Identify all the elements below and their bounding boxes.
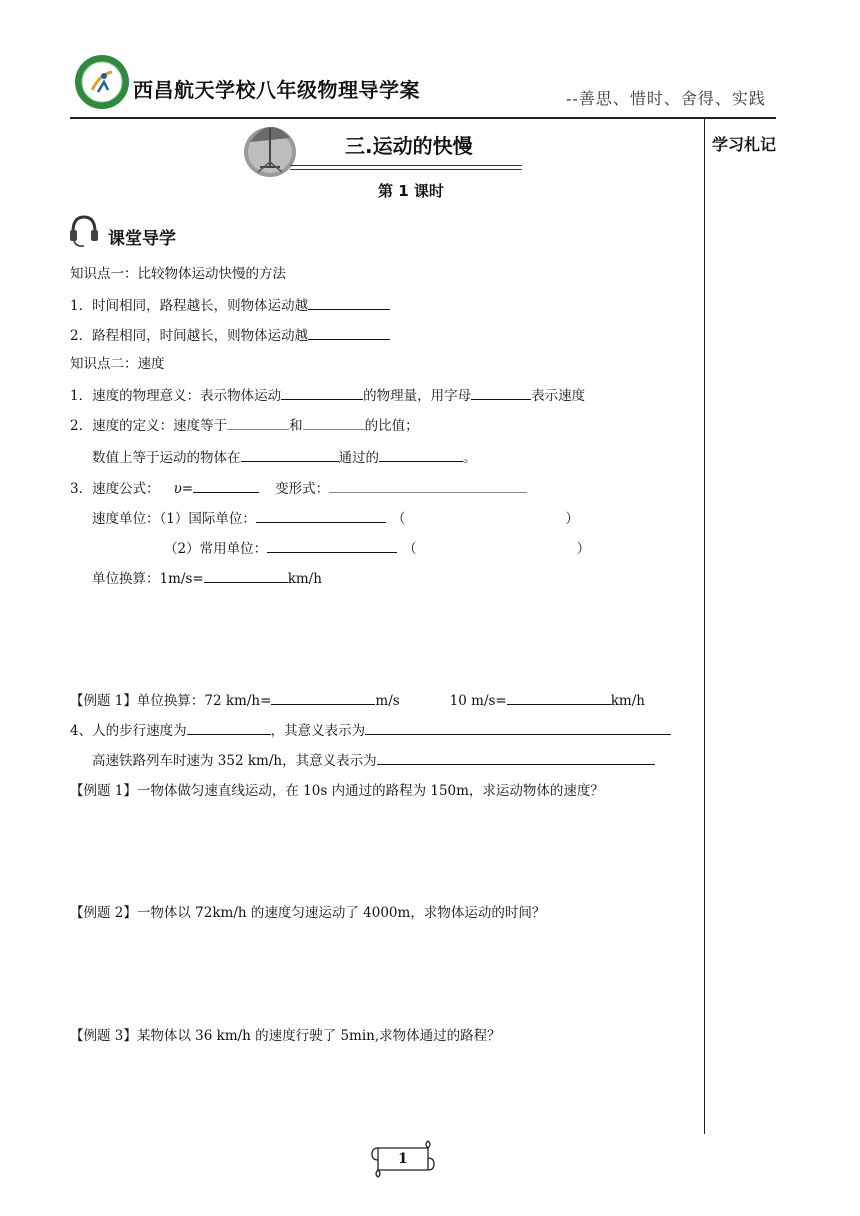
answer-blank[interactable] xyxy=(281,386,363,400)
question-text: 和 xyxy=(289,418,303,434)
lesson-period: 第 1 课时 xyxy=(378,182,444,200)
question-text: 速度单位：（1）国际单位： xyxy=(92,511,256,527)
question-text: ，其意义表示为 xyxy=(270,723,366,739)
question-text: 数值上等于运动的物体在 xyxy=(92,450,241,466)
section-heading: 课堂导学 xyxy=(108,229,176,249)
question-text: 高速铁路列车时速为 352 km/h，其意义表示为 xyxy=(92,753,377,769)
question-text: 1．时间相同，路程越长，则物体运动越 xyxy=(70,298,309,314)
question-text: 的物理量，用字母 xyxy=(363,388,472,404)
answer-blank[interactable] xyxy=(241,448,339,462)
school-logo xyxy=(74,54,130,110)
school-motto: --善思、惜时、舍得、实践 xyxy=(566,89,766,108)
answer-blank[interactable] xyxy=(193,479,259,493)
title-underline xyxy=(290,169,522,170)
answer-blank[interactable] xyxy=(308,326,390,340)
answer-blank[interactable] xyxy=(507,691,611,705)
answer-blank[interactable] xyxy=(379,448,463,462)
question-text: 通过的 xyxy=(338,450,379,466)
example-text: 10 m/s= xyxy=(449,693,507,709)
question-text: 3．速度公式： xyxy=(70,481,160,497)
question-text: 2．路程相同，时间越长，则物体运动越 xyxy=(70,328,309,344)
example-text: 【例题 1】单位换算：72 km/h= xyxy=(70,693,272,709)
question-text: km/h xyxy=(287,571,322,587)
answer-blank[interactable] xyxy=(271,691,375,705)
notes-label: 学习札记 xyxy=(712,135,777,154)
formula-symbol: υ= xyxy=(173,481,194,497)
question-text: 变形式： xyxy=(275,481,330,497)
example-1: 【例题 1】一物体做匀速直线运动，在 10s 内通过的路程为 150m，求运动物体的速度？ xyxy=(70,783,604,799)
question-line xyxy=(92,448,477,467)
school-name: 西昌航天学校八年级物理导学案 xyxy=(133,78,420,102)
answer-blank[interactable] xyxy=(267,539,397,553)
question-text: 1．速度的物理意义：表示物体运动 xyxy=(70,388,282,404)
answer-blank[interactable] xyxy=(308,296,390,310)
question-text: 。 xyxy=(463,450,477,466)
paren-close: ） xyxy=(576,541,591,557)
question-line xyxy=(164,539,590,558)
question-line xyxy=(70,326,390,345)
answer-blank[interactable] xyxy=(329,479,527,493)
question-text: 4、人的步行速度为 xyxy=(70,723,187,739)
example-text: km/h xyxy=(610,693,645,709)
example-text: m/s xyxy=(375,693,400,709)
headset-icon xyxy=(68,214,100,248)
question-line xyxy=(70,416,419,435)
example-3: 【例题 3】某物体以 36 km/h 的速度行驶了 5min,求物体通过的路程？ xyxy=(70,1028,501,1044)
question-text: 的比值； xyxy=(364,418,419,434)
question-line xyxy=(70,479,527,498)
question-line xyxy=(70,296,390,315)
question-line xyxy=(92,751,655,770)
question-text: 表示速度 xyxy=(531,388,586,404)
knowledge-point-2: 知识点二：速度 xyxy=(70,356,165,372)
question-text: （2）常用单位： xyxy=(164,541,268,557)
lesson-title: 三.运动的快慢 xyxy=(345,134,473,158)
question-line xyxy=(70,386,585,405)
answer-blank[interactable] xyxy=(365,721,671,735)
question-line xyxy=(92,569,322,588)
answer-blank[interactable] xyxy=(204,569,288,583)
answer-blank[interactable] xyxy=(471,386,531,400)
question-line xyxy=(92,509,579,528)
example-line xyxy=(70,691,645,710)
question-text: 2．速度的定义：速度等于 xyxy=(70,418,228,434)
paren-open: （ xyxy=(391,511,406,527)
question-line xyxy=(70,721,671,740)
knowledge-point-1: 知识点一：比较物体运动快慢的方法 xyxy=(70,266,286,282)
answer-blank[interactable] xyxy=(187,721,271,735)
answer-blank[interactable] xyxy=(303,416,365,430)
paren-close: ） xyxy=(565,511,579,527)
notes-column-divider xyxy=(704,119,705,1134)
example-2: 【例题 2】一物体以 72km/h 的速度匀速运动了 4000m，求物体运动的时间？ xyxy=(70,905,546,921)
paren-open: （ xyxy=(403,541,417,557)
page-number: 1 xyxy=(398,1151,408,1167)
answer-blank[interactable] xyxy=(227,416,289,430)
answer-blank[interactable] xyxy=(256,509,386,523)
header-divider xyxy=(70,117,776,119)
answer-blank[interactable] xyxy=(377,751,655,765)
title-underline xyxy=(290,165,522,166)
question-text: 单位换算：1m/s= xyxy=(92,571,204,587)
